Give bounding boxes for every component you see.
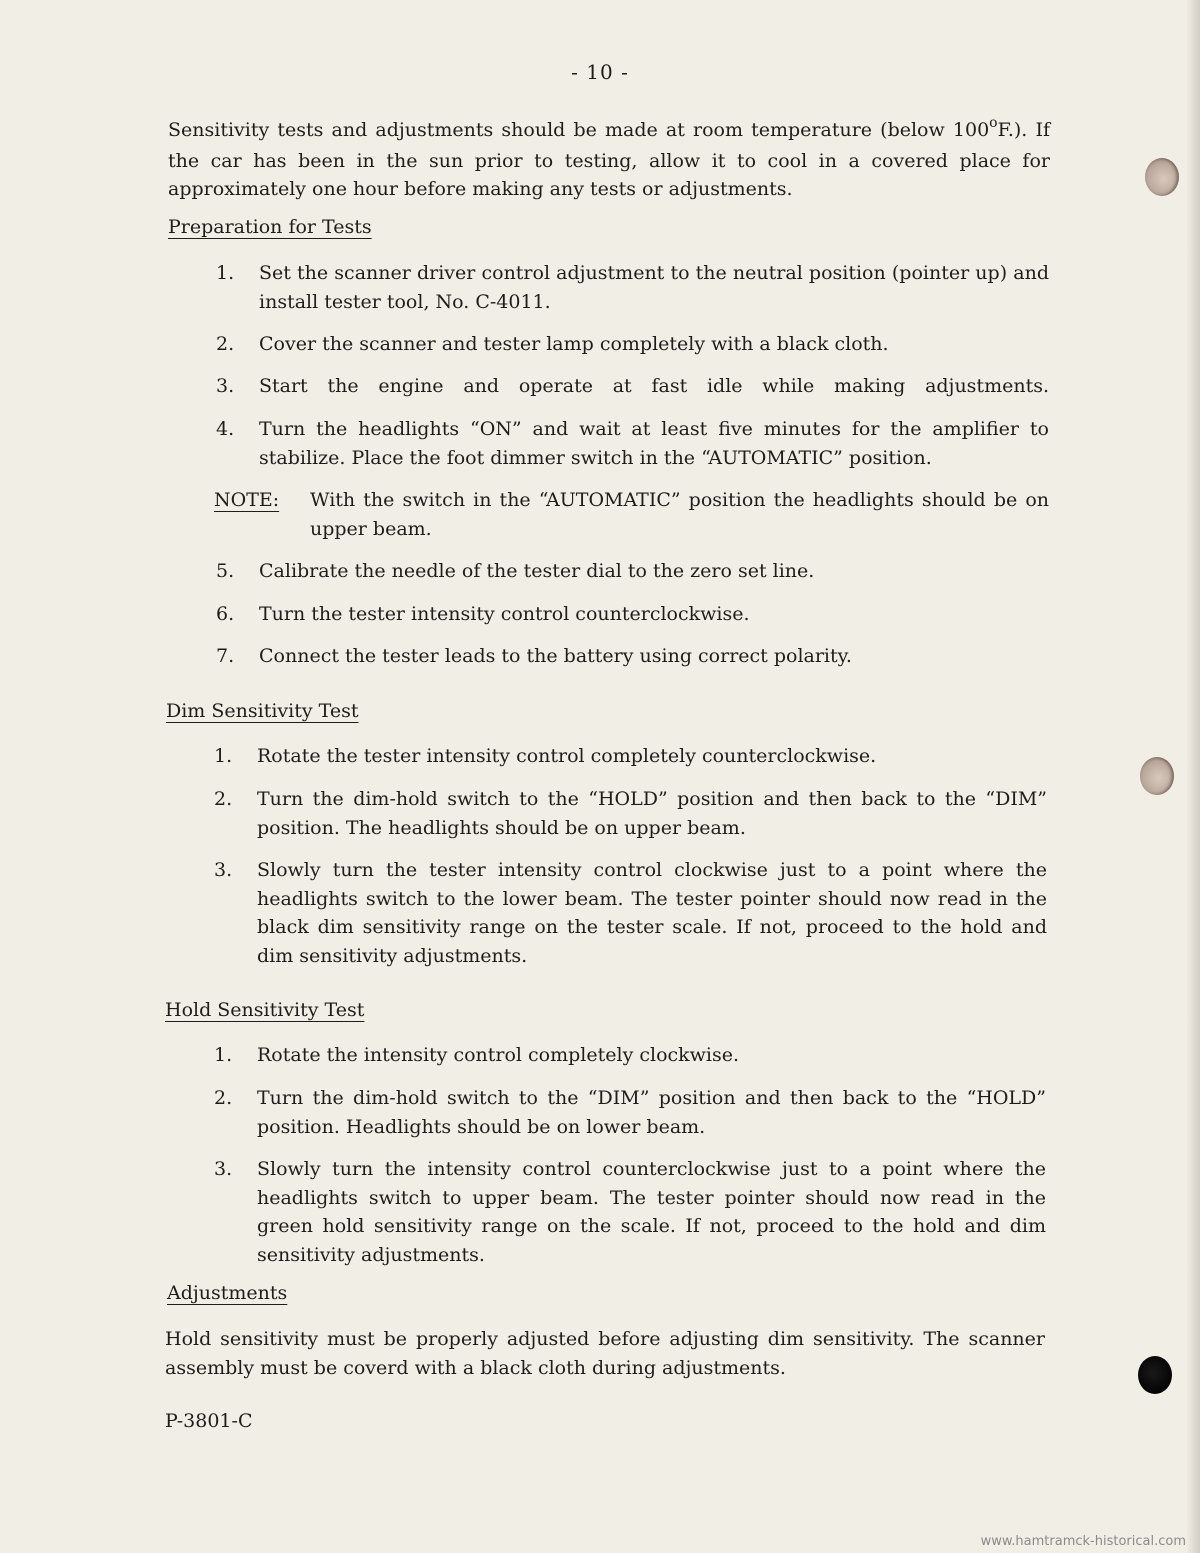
list-number: 3. xyxy=(216,375,235,397)
list-number: 3. xyxy=(214,1158,233,1180)
binder-hole-bottom xyxy=(1138,1356,1172,1394)
degree-sign: o xyxy=(989,115,998,131)
binder-hole-middle xyxy=(1140,757,1174,795)
document-code: P-3801-C xyxy=(165,1410,253,1432)
heading-preparation: Preparation for Tests xyxy=(168,216,372,238)
list-item: Slowly turn the intensity control counterclockwise just to a point where the headlights switch to upper beam. The tester pointer should now read in the green hold sensitivity range on the scale. If not, proceed to the hold and dim sensitivity adjustments. xyxy=(257,1158,1046,1266)
heading-adjustments: Adjustments xyxy=(167,1282,288,1304)
adjustments-paragraph: Hold sensitivity must be properly adjusted before adjusting dim sensitivity. The scanner assembly must be coverd with a black cloth during adjustments. xyxy=(165,1328,1045,1379)
list-item: Turn the tester intensity control counterclockwise. xyxy=(259,603,750,625)
list-number: 4. xyxy=(216,418,235,440)
list-item: Rotate the intensity control completely clockwise. xyxy=(257,1044,740,1066)
note-text: With the switch in the “AUTOMATIC” position the headlights should be on upper beam. xyxy=(310,489,1049,540)
binder-hole-top xyxy=(1145,158,1179,196)
list-number: 6. xyxy=(216,603,235,625)
list-item: Calibrate the needle of the tester dial to the zero set line. xyxy=(259,560,815,582)
list-item: Cover the scanner and tester lamp completely with a black cloth. xyxy=(259,333,889,355)
list-item: Slowly turn the tester intensity control clockwise just to a point where the headlights switch to the lower beam. The tester pointer should now read in the black dim sensitivity range on the tester scale. If not, proceed to the hold and dim sensitivity adjustments. xyxy=(257,859,1047,967)
list-number: 2. xyxy=(214,1087,233,1109)
list-item: Turn the headlights “ON” and wait at least five minutes for the amplifier to stabilize. Place the foot dimmer switch in the “AUTOMATIC” position. xyxy=(259,418,1049,469)
list-number: 5. xyxy=(216,560,235,582)
list-item: Turn the dim-hold switch to the “DIM” position and then back to the “HOLD” position. Headlights should be on lower beam. xyxy=(257,1087,1046,1138)
intro-text-start: Sensitivity tests and adjustments should be made at room temperature (below 100 xyxy=(168,119,990,141)
list-number: 7. xyxy=(216,645,235,667)
list-number: 2. xyxy=(214,788,233,810)
watermark-url: www.hamtramck-historical.com xyxy=(980,1534,1186,1549)
heading-dim-test: Dim Sensitivity Test xyxy=(166,700,359,722)
page-number: - 10 - xyxy=(571,60,629,84)
list-item: Rotate the tester intensity control completely counterclockwise. xyxy=(257,745,877,767)
note-label: NOTE: xyxy=(214,489,280,511)
list-number: 2. xyxy=(216,333,235,355)
intro-text-end: F.). If the car has been in the sun prior to testing, allow it to cool in a covered place for approximately one hour before making any tests or adjustments. xyxy=(168,119,1051,200)
list-number: 3. xyxy=(214,859,233,881)
list-number: 1. xyxy=(216,262,235,284)
list-item: Set the scanner driver control adjustment to the neutral position (pointer up) and install tester tool, No. C-4011. xyxy=(259,262,1049,313)
page-edge-shadow xyxy=(1186,0,1200,1553)
list-item: Turn the dim-hold switch to the “HOLD” position and then back to the “DIM” position. The headlights should be on upper beam. xyxy=(257,788,1047,839)
heading-hold-test: Hold Sensitivity Test xyxy=(165,999,365,1021)
list-number: 1. xyxy=(214,1044,233,1066)
list-item: Start the engine and operate at fast idle while making adjustments. xyxy=(259,375,1049,397)
list-number: 1. xyxy=(214,745,233,767)
intro-paragraph xyxy=(168,116,1050,204)
list-item: Connect the tester leads to the battery using correct polarity. xyxy=(259,645,852,667)
